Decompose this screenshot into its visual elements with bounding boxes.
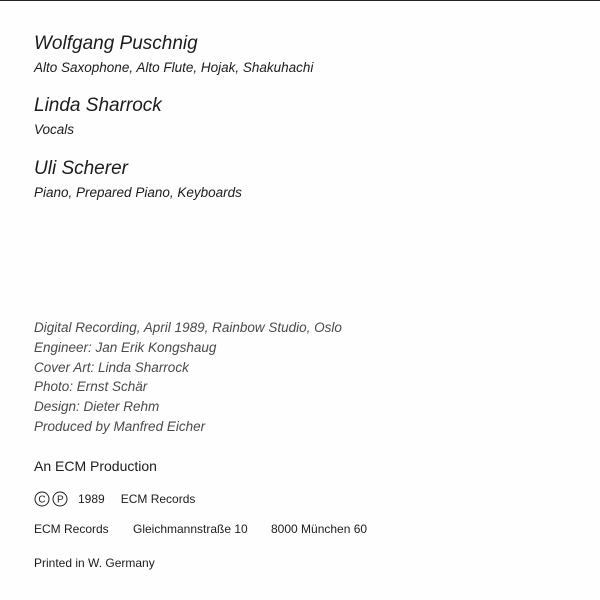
musician-name: Wolfgang Puschnig [34,33,198,54]
copyright-label: ECM Records [120,492,196,506]
musician-name: Linda Sharrock [34,95,162,116]
musician-instruments: Vocals [34,122,75,137]
copyright-icon [34,491,50,507]
credit-producer: Produced by Manfred Eicher [34,418,206,434]
musician-entry [34,158,242,202]
printed-in-note: Printed in W. Germany [34,556,155,570]
top-border-line [0,0,600,1]
musician-instruments: Alto Saxophone, Alto Flute, Hojak, Shakuhachi [34,60,314,75]
credit-recording: Digital Recording, April 1989, Rainbow Studio, Oslo [34,320,342,335]
credit-engineer: Engineer: Jan Erik Kongshaug [34,339,217,355]
credit-design: Design: Dieter Rehm [34,399,160,415]
address-street: Gleichmannstraße 10 [133,522,248,536]
address-city: 8000 München 60 [271,522,368,536]
address-company: ECM Records [34,522,109,536]
musician-name: Uli Scherer [34,158,128,179]
musician-entry [34,33,313,77]
credit-cover-art: Cover Art: Linda Sharrock [34,359,189,375]
credit-photo: Photo: Ernst Schär [34,379,148,395]
svg-text:P: P [56,494,64,506]
recording-credits [34,318,342,437]
phonogram-icon [52,491,68,507]
musician-instruments: Piano, Prepared Piano, Keyboards [34,185,242,200]
musician-entry [34,95,162,139]
svg-text:C: C [38,494,46,506]
copyright-year: 1989 [78,492,105,506]
production-statement: An ECM Production [34,458,157,474]
copyright-notice [34,489,195,509]
